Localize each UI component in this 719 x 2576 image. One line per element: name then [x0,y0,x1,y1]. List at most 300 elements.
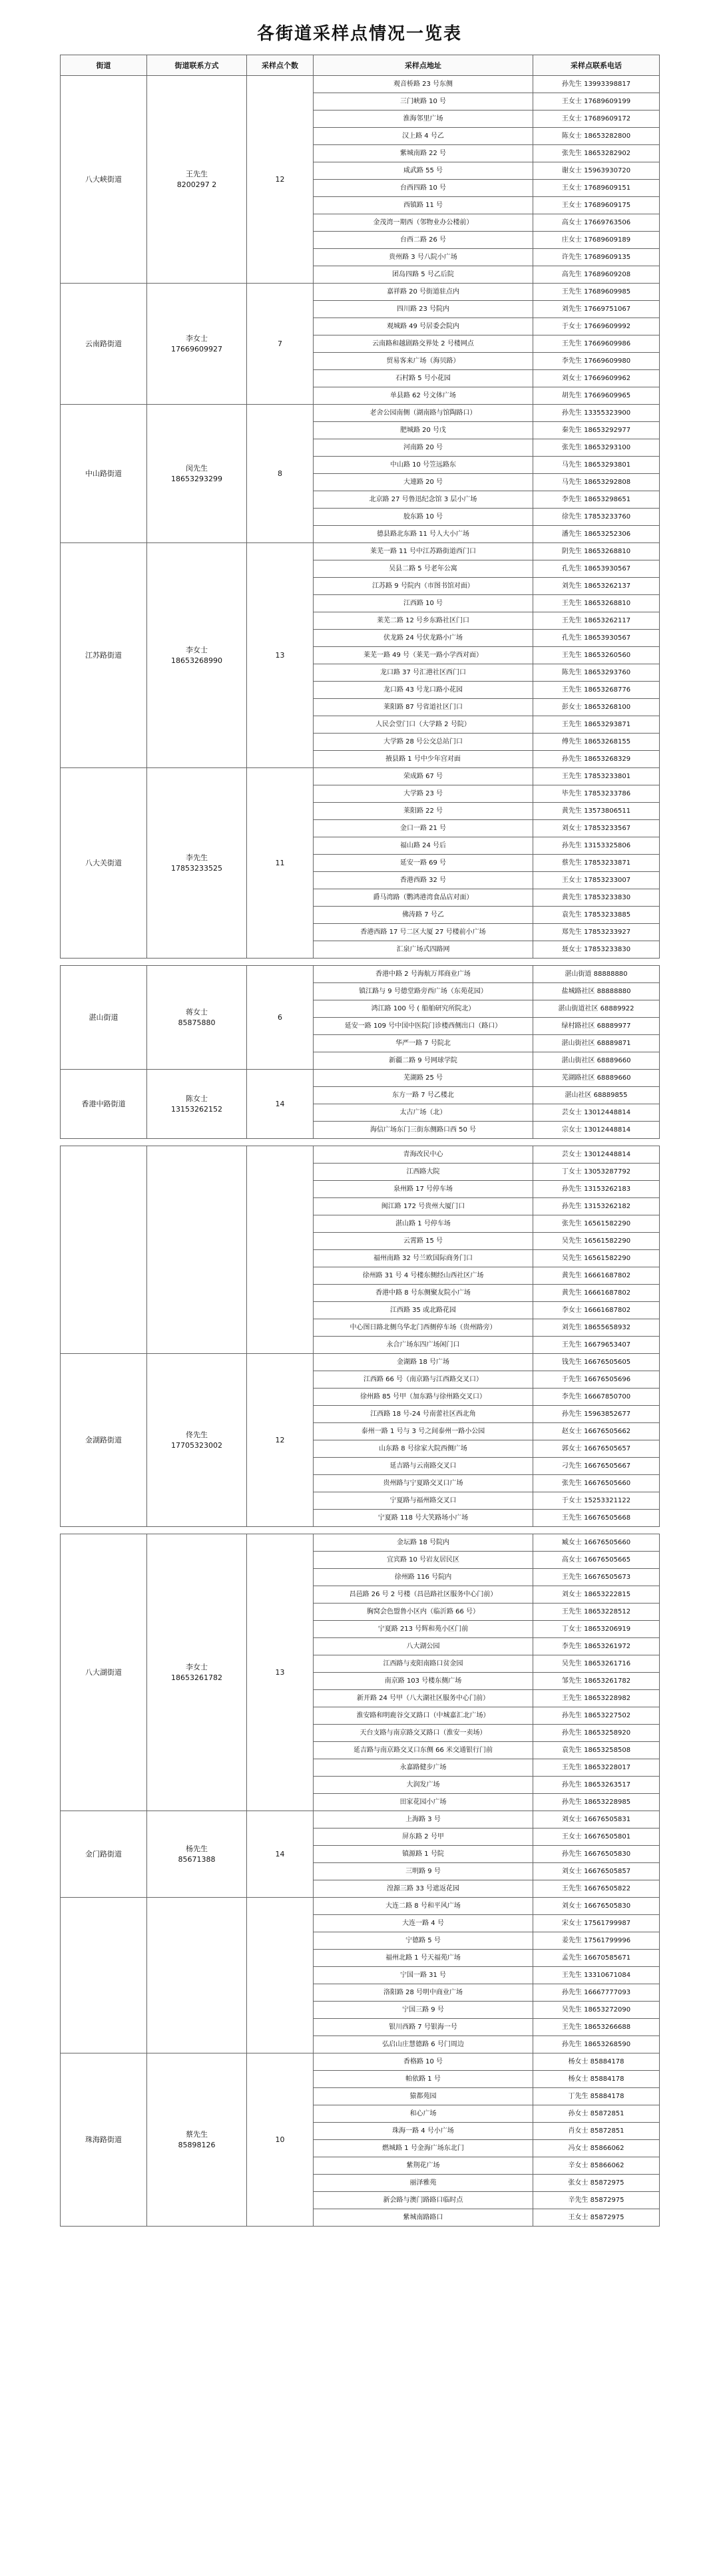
street-contact [147,2053,247,2227]
street-contact [147,1354,247,1527]
site-address: 延安一路 109 号中国中医院门诊楼西侧出口（路口） [314,1018,533,1035]
site-phone: 陈先生 18653293760 [533,664,660,682]
site-address: 弘启山庄慧德路 6 号门周边 [314,2036,533,2053]
site-phone: 高先生 17689609208 [533,266,660,284]
site-phone: 阴先生 18653268810 [533,543,660,560]
site-phone: 胡先生 17669609965 [533,387,660,405]
contact-person: 李女士 [186,1662,208,1671]
site-phone: 李先生 17669609980 [533,353,660,370]
site-address: 江西路 18 号-24 号南蕾社区西北角 [314,1406,533,1423]
contact-person: 闵先生 [186,463,208,473]
site-address: 江西路 66 号（南京路与江西路交叉口） [314,1371,533,1389]
site-phone: 王先生 16676505822 [533,1880,660,1898]
site-address: 观城路 49 号居委会院内 [314,318,533,335]
site-address: 江西路大院 [314,1164,533,1181]
site-address: 宁夏路 213 号辉和苑小区门前 [314,1621,533,1638]
site-address: 宁夏路与福州路交叉口 [314,1492,533,1510]
site-phone: 刁先生 16676505667 [533,1458,660,1475]
site-phone: 孙先生 13355323900 [533,405,660,422]
site-address: 嘉祥路 20 号街道驻点内 [314,284,533,301]
site-address: 江西路 10 号 [314,595,533,612]
site-address: 福州南路 32 号兰欧国际商务门口 [314,1250,533,1267]
site-address: 台西二路 26 号 [314,232,533,249]
street-name: 金门路街道 [61,1811,147,1898]
contact-phone: 17705323002 [171,1440,222,1450]
site-address: 新开路 24 号甲（八大湖社区服务中心门前） [314,1690,533,1707]
site-phone: 王先生 17669609986 [533,335,660,353]
header-street: 街道 [61,55,147,76]
site-phone: 吴先生 18653261716 [533,1655,660,1673]
street-contact [147,405,247,543]
site-address: 香港中路 8 号东侧聚友院小广场 [314,1285,533,1302]
site-address: 三门峡路 10 号 [314,93,533,110]
site-phone: 刘女士 18653222815 [533,1586,660,1604]
site-address: 紫城南路路口 [314,2209,533,2227]
table-header-row [61,55,660,76]
site-address: 石村路 5 号小花园 [314,370,533,387]
site-phone: 吴先生 18653272090 [533,2002,660,2019]
site-address: 金湖路 18 号广场 [314,1354,533,1371]
site-phone: 芸女士 13012448814 [533,1146,660,1164]
sampling-table [60,55,660,2227]
street-name: 八大峡街道 [61,76,147,284]
site-phone: 高女士 16676505665 [533,1552,660,1569]
site-phone: 吴先生 16561582290 [533,1250,660,1267]
site-phone: 刘女士 17669609962 [533,370,660,387]
site-phone: 王先生 17689609985 [533,284,660,301]
site-address: 银川西路 7 号银海一号 [314,2019,533,2036]
table-row [61,1354,660,1371]
street-name: 八大关街道 [61,768,147,959]
site-address: 荣成路 67 号 [314,768,533,785]
site-phone: 黄先生 16661687802 [533,1267,660,1285]
site-address: 镇源路 1 号院 [314,1846,533,1863]
site-address: 老舍公园南侧（湖南路与馆陶路口） [314,405,533,422]
site-address: 帕依路 1 号 [314,2071,533,2088]
site-address: 掖县路 1 号中少年宫对面 [314,751,533,768]
site-address: 徐州路 85 号甲（加东路与徐州路交叉口） [314,1389,533,1406]
site-phone: 冯女士 85866062 [533,2140,660,2157]
site-address: 洛阳路 28 号明中商业广场 [314,1984,533,2002]
site-address: 吴县二路 5 号老年公寓 [314,560,533,578]
site-phone: 黄先生 17853233830 [533,889,660,907]
site-phone: 王先生 16679653407 [533,1337,660,1354]
table-row [61,543,660,560]
site-count: 14 [247,1811,314,1898]
site-address: 宁夏路 118 号大笑路场小广场 [314,1510,533,1527]
site-address: 湛山路 1 号停车场 [314,1215,533,1233]
site-phone: 王女士 17689609151 [533,180,660,197]
site-phone: 张先生 16561582290 [533,1215,660,1233]
site-phone: 于女士 15253321122 [533,1492,660,1510]
street-name: 江苏路街道 [61,543,147,768]
site-phone: 袁先生 17853233885 [533,907,660,924]
contact-phone: 13153262152 [171,1104,222,1114]
site-phone: 宋女士 17561799987 [533,1915,660,1932]
site-phone: 王先生 16676505673 [533,1569,660,1586]
street-contact [147,76,247,284]
site-address: 云南路和越剧路交界处 2 号楼网点 [314,335,533,353]
header-site-address: 采样点地址 [314,55,533,76]
site-address: 新疆二路 9 号网球学院 [314,1052,533,1070]
site-phone: 孙女士 85872851 [533,2105,660,2123]
site-phone: 王先生 18653228982 [533,1690,660,1707]
site-address: 宜宾路 10 号岩友居民区 [314,1552,533,1569]
site-phone: 刘女士 17853233567 [533,820,660,837]
site-address: 金茂湾一期西（邻物业办公楼前） [314,214,533,232]
site-address: 鸿江路 100 号 ( 船舶研究所院北） [314,1000,533,1018]
site-phone: 孟先生 16670585671 [533,1950,660,1967]
site-phone: 湛山街道 88888880 [533,966,660,983]
table-row [61,966,660,983]
contact-person: 佟先生 [186,1430,208,1439]
site-phone: 孙先生 13153262182 [533,1198,660,1215]
page-title: 各街道采样点情况一览表 [256,24,462,44]
site-phone: 刘先生 18655658932 [533,1319,660,1337]
site-address: 莱芜二路 12 号乡东路社区门口 [314,612,533,630]
street-name: 湛山街道 [61,966,147,1070]
contact-phone: 85671388 [178,1854,216,1864]
site-phone: 孙先生 13153325806 [533,837,660,855]
contact-phone: 17853233525 [171,863,222,873]
street-name: 金湖路街道 [61,1354,147,1527]
site-address: 莱芜一路 11 号中江苏路街道西门口 [314,543,533,560]
site-address: 香港中路 2 号海航万邦商业广场 [314,966,533,983]
site-address: 佛涛路 7 号乙 [314,907,533,924]
site-address: 太古广场（北） [314,1104,533,1122]
site-count: 10 [247,2053,314,2227]
site-phone: 王先生 18653268810 [533,595,660,612]
site-address: 紫城南路 22 号 [314,145,533,162]
header-street-contact: 街道联系方式 [147,55,247,76]
site-phone: 刘女士 16676505857 [533,1863,660,1880]
site-address: 江苏路 9 号院内（市图书馆对面） [314,578,533,595]
site-phone: 毕先生 17853233786 [533,785,660,803]
site-phone: 张先生 16676505660 [533,1475,660,1492]
table-body [61,76,660,2227]
site-phone: 黄先生 13573806511 [533,803,660,820]
site-phone: 王女士 17689609199 [533,93,660,110]
table-row [61,1146,660,1164]
site-phone: 王先生 18653228017 [533,1759,660,1777]
street-contact [147,1070,247,1139]
site-phone: 杨女士 85884178 [533,2071,660,2088]
site-count: 12 [247,1354,314,1527]
site-address: 芜湖路 25 号 [314,1070,533,1087]
site-phone: 蔡先生 17853233871 [533,855,660,872]
site-address: 江西路 35 或北路花园 [314,1302,533,1319]
header-site-count: 采样点个数 [247,55,314,76]
site-phone: 傅先生 18653268155 [533,734,660,751]
site-address: 三明路 9 号 [314,1863,533,1880]
site-phone: 丁先生 85884178 [533,2088,660,2105]
street-contact [147,1811,247,1898]
site-address: 汇泉广场式四路网 [314,941,533,959]
site-count: 6 [247,966,314,1070]
site-phone: 王先生 18653228512 [533,1604,660,1621]
site-address: 胶东路 10 号 [314,509,533,526]
site-address: 延安一路 69 号 [314,855,533,872]
site-address: 大連路 20 号 [314,474,533,491]
site-address: 龙口路 43 号龙口路小花园 [314,682,533,699]
site-address: 香格路 10 号 [314,2053,533,2071]
site-address: 昌邑路 26 号 2 号楼（昌邑路社区服务中心门前） [314,1586,533,1604]
site-address: 大润发广场 [314,1777,533,1794]
site-address: 大连二路 8 号和平风广场 [314,1898,533,1915]
site-phone: 湛山街社区 68889660 [533,1052,660,1070]
site-phone: 王先生 18653266688 [533,2019,660,2036]
street-name: 八大湖街道 [61,1534,147,1811]
site-phone: 于先生 16676505696 [533,1371,660,1389]
site-address: 丽泽雅苑 [314,2175,533,2192]
site-address: 八大湖公园 [314,1638,533,1655]
site-address: 金坛路 18 号院内 [314,1534,533,1552]
site-phone: 于女士 17669609992 [533,318,660,335]
site-address: 北京路 27 号鲁迅纪念馆 3 层小广场 [314,491,533,509]
street-contact [147,966,247,1070]
contact-person: 李先生 [186,853,208,862]
site-address: 贵州路 3 号八院小广场 [314,249,533,266]
site-phone: 肖女士 85872851 [533,2123,660,2140]
table-row [61,2053,660,2071]
site-address: 云霄路 15 号 [314,1233,533,1250]
contact-phone: 17669609927 [171,344,222,353]
site-phone: 谢女士 15963930720 [533,162,660,180]
site-phone: 湛山街道社区 68889922 [533,1000,660,1018]
table-row [61,405,660,422]
site-address: 伏龙路 24 号伏龙路小广场 [314,630,533,647]
site-address: 中山路 10 号笠远路东 [314,457,533,474]
site-phone: 孙先生 16667777093 [533,1984,660,2002]
site-phone: 王先生 16676505668 [533,1510,660,1527]
site-phone: 王先生 18653260560 [533,647,660,664]
site-phone: 邹先生 18653261782 [533,1673,660,1690]
section-gap [61,1139,660,1146]
site-phone: 杨女士 85884178 [533,2053,660,2071]
site-address: 江西路与麦阳南路口贫金园 [314,1655,533,1673]
site-phone: 张先生 18653282902 [533,145,660,162]
site-address: 镇江路与 9 号德堂路旁西广场（东苑花园） [314,983,533,1000]
site-phone: 王女士 17853233007 [533,872,660,889]
contact-person: 蒋女士 [186,1007,208,1016]
street-contact [147,768,247,959]
site-phone: 潘先生 18653252306 [533,526,660,543]
site-address: 四川路 23 号院内 [314,301,533,318]
site-phone: 王先生 18653262117 [533,612,660,630]
site-address: 屏东路 2 号甲 [314,1828,533,1846]
site-address: 燃城路 1 号金海广场东北门 [314,2140,533,2157]
street-name: 云南路街道 [61,284,147,405]
site-phone: 马先生 18653292808 [533,474,660,491]
street-name [61,1898,147,2053]
table-row [61,1070,660,1087]
site-address: 泉州路 17 号停车场 [314,1181,533,1198]
site-count [247,1898,314,2053]
site-count: 11 [247,768,314,959]
site-phone: 马先生 18653293801 [533,457,660,474]
section-gap-cell [61,1527,660,1534]
site-phone: 丁女士 13053287792 [533,1164,660,1181]
site-phone: 王女士 16676505801 [533,1828,660,1846]
site-phone: 王先生 17853233801 [533,768,660,785]
site-address: 大学路 28 号公交总站门口 [314,734,533,751]
site-phone: 孙先生 18653227502 [533,1707,660,1725]
site-phone: 刘先生 17669751067 [533,301,660,318]
site-phone: 孙先生 18653258920 [533,1725,660,1742]
site-phone: 吴先生 16561582290 [533,1233,660,1250]
site-phone: 湛山社区 68889855 [533,1087,660,1104]
contact-phone: 18653268990 [171,656,222,665]
section-gap [61,959,660,966]
site-address: 爵马湾路（鹦鸿港湾食品店对面） [314,889,533,907]
table-row [61,768,660,785]
street-contact [147,1898,247,2053]
site-phone: 黄先生 16661687802 [533,1285,660,1302]
contact-person: 杨先生 [186,1844,208,1853]
site-phone: 孔先生 18653930567 [533,560,660,578]
street-contact [147,284,247,405]
site-phone: 刘女士 16676505831 [533,1811,660,1828]
site-phone: 张女士 85872975 [533,2175,660,2192]
site-address: 和心广场 [314,2105,533,2123]
site-phone: 湛山街社区 68889871 [533,1035,660,1052]
site-phone: 刘女士 16676505830 [533,1898,660,1915]
site-address: 金口一路 21 号 [314,820,533,837]
contact-person: 李女士 [186,333,208,343]
site-address: 莱阳路 87 号省道社区门口 [314,699,533,716]
contact-person: 李女士 [186,645,208,654]
contact-person: 王先生 [186,169,208,178]
site-count: 14 [247,1070,314,1139]
site-address: 紫荆花广场 [314,2157,533,2175]
site-phone: 孙先生 18653228985 [533,1794,660,1811]
site-address: 田家花园小广场 [314,1794,533,1811]
site-phone: 宗女士 13012448814 [533,1122,660,1139]
site-address: 湟源三路 33 号遮返花园 [314,1880,533,1898]
site-address: 香港西路 17 号二区大厦 27 号楼前小广场 [314,924,533,941]
contact-person: 陈女士 [186,1094,208,1103]
site-address: 淮海邻里广场 [314,110,533,128]
site-phone: 孙先生 18653263517 [533,1777,660,1794]
site-address: 观音桥路 23 号东侧 [314,76,533,93]
site-phone: 王先生 13310671084 [533,1967,660,1984]
site-phone: 盐城路社区 88888880 [533,983,660,1000]
site-count: 13 [247,543,314,768]
street-contact [147,1146,247,1354]
site-count [247,1146,314,1354]
site-phone: 郑先生 17853233927 [533,924,660,941]
street-contact [147,1534,247,1811]
table-row [61,76,660,93]
contact-phone: 18653261782 [171,1673,222,1682]
street-name: 中山路街道 [61,405,147,543]
site-address: 大连一路 4 号 [314,1915,533,1932]
table-row [61,284,660,301]
site-address: 单县路 62 号文体广场 [314,387,533,405]
site-address: 徐州路 31 号 4 号楼东侧经山西社区广场 [314,1267,533,1285]
site-address: 宁国一路 31 号 [314,1967,533,1984]
site-address: 大学路 23 号 [314,785,533,803]
site-address: 永合广场东四广场闲门口 [314,1337,533,1354]
site-phone: 王先生 18653293871 [533,716,660,734]
site-phone: 孙先生 18653268590 [533,2036,660,2053]
site-address: 淮安路和明鹿谷交叉路口（中城嘉汇北广场） [314,1707,533,1725]
site-phone: 赵女士 16676505662 [533,1423,660,1440]
site-phone: 辛女士 85866062 [533,2157,660,2175]
table-row [61,1811,660,1828]
site-phone: 王先生 18653268776 [533,682,660,699]
table-row [61,1898,660,1915]
site-address: 肥城路 20 号戊 [314,422,533,439]
site-phone: 徐先生 17853233760 [533,509,660,526]
site-phone: 丁女士 18653206919 [533,1621,660,1638]
site-phone: 郭女士 16676505657 [533,1440,660,1458]
site-address: 宁德路 5 号 [314,1932,533,1950]
site-address: 龙口路 37 号汇港社区西门口 [314,664,533,682]
site-address: 南京路 103 号楼东侧广场 [314,1673,533,1690]
site-phone: 庄女士 17689609189 [533,232,660,249]
site-address: 汉上路 4 号乙 [314,128,533,145]
table-row [61,1534,660,1552]
site-address: 贵州路与宁夏路交叉口广场 [314,1475,533,1492]
site-phone: 许先生 17689609135 [533,249,660,266]
site-phone: 芜湖路社区 68889660 [533,1070,660,1087]
site-address: 西镇路 11 号 [314,197,533,214]
site-address: 上海路 3 号 [314,1811,533,1828]
site-phone: 辛先生 85872975 [533,2192,660,2209]
site-phone: 孙先生 16676505830 [533,1846,660,1863]
site-address: 华严一路 7 号院北 [314,1035,533,1052]
site-phone: 芸女士 13012448814 [533,1104,660,1122]
site-phone: 袁先生 18653258508 [533,1742,660,1759]
site-address: 中心图日路北侧乌华北门西侧停车场（贵州路旁） [314,1319,533,1337]
site-phone: 王女士 17689609175 [533,197,660,214]
section-gap [61,1527,660,1534]
site-address: 莱阳路 22 号 [314,803,533,820]
site-address: 福州北路 1 号天福苑广场 [314,1950,533,1967]
site-phone: 王女士 17689609172 [533,110,660,128]
site-address: 人民会堂门口（大学路 2 号院） [314,716,533,734]
site-address: 天台支路与南京路交叉路口（淮安一卖场） [314,1725,533,1742]
site-address: 新会路与澳门路路口临时点 [314,2192,533,2209]
site-address: 团岛四路 5 号乙后院 [314,266,533,284]
site-count: 8 [247,405,314,543]
site-phone: 彭女士 18653268100 [533,699,660,716]
site-phone: 李先生 18653298651 [533,491,660,509]
street-name [61,1146,147,1354]
site-phone: 孙先生 15963852677 [533,1406,660,1423]
site-count: 12 [247,76,314,284]
contact-phone: 85875880 [178,1018,216,1027]
site-phone: 高女士 17669763506 [533,214,660,232]
site-address: 闽江路 172 号贵州大厦门口 [314,1198,533,1215]
site-address: 台西四路 10 号 [314,180,533,197]
site-phone: 孙先生 18653268329 [533,751,660,768]
site-phone: 聂女士 17853233830 [533,941,660,959]
site-address: 青海改民中心 [314,1146,533,1164]
site-phone: 孙先生 13153262183 [533,1181,660,1198]
site-count: 13 [247,1534,314,1811]
site-address: 德县路北东路 11 号人大小广场 [314,526,533,543]
site-address: 莱芜一路 49 号（莱芜一路小学西对面） [314,647,533,664]
site-address: 胸窝会色盟鲁小区内（临沂路 66 号） [314,1604,533,1621]
site-address: 徐州路 116 号院内 [314,1569,533,1586]
contact-phone: 18653293299 [171,474,222,483]
site-phone: 秦先生 18653292977 [533,422,660,439]
site-phone: 刘先生 18653262137 [533,578,660,595]
site-address: 贸易客来广场（海贝路） [314,353,533,370]
site-address: 香港西路 32 号 [314,872,533,889]
